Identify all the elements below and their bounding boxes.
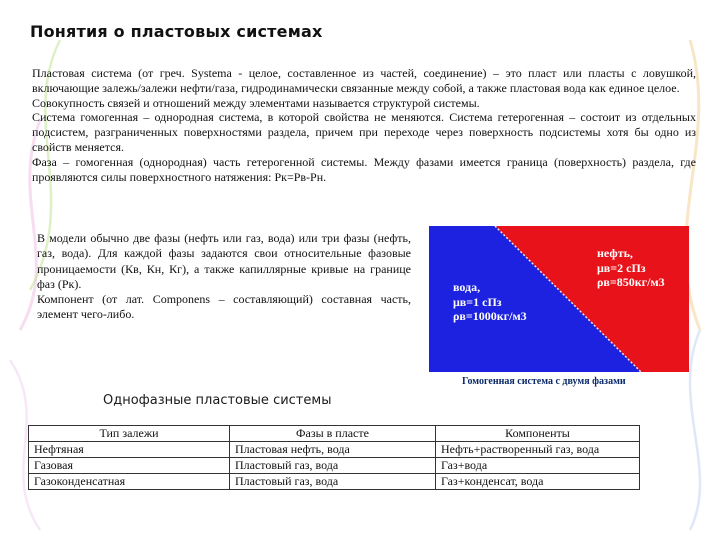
table-row: [29, 458, 640, 474]
page-title: Понятия о пластовых системах: [30, 22, 323, 41]
oil-density: ρв=850кг/м3: [597, 275, 665, 289]
single-phase-table: [28, 425, 640, 490]
cell-components: Газ+вода: [436, 458, 640, 474]
model-paragraph: В модели обычно две фазы (нефть или газ, вода) или три фазы (нефть, газ, вода). Для каждой фазы задаются свои относительные фазовые проницаемости (Кв, Кн, Кг), а также капиллярные кривые на границе фаз (Рк).: [37, 231, 411, 291]
oil-label: [597, 246, 665, 290]
diagram-caption: Гомогенная система с двумя фазами: [462, 376, 626, 387]
water-name: вода,: [453, 280, 481, 294]
oil-viscosity: μв=2 сПз: [597, 260, 646, 275]
table-row: [29, 474, 640, 490]
water-viscosity: μв=1 сПз: [453, 294, 502, 309]
intro-text: [32, 66, 696, 184]
intro-paragraph: Совокупность связей и отношений между элементами называется структурой системы.: [32, 95, 480, 110]
intro-paragraph: Фаза – гомогенная (однородная) часть гетерогенной системы. Между фазами имеется граница (поверхность) раздела, где проявляются силы поверхностного натяжения: Рк=Рв-Рн.: [32, 154, 696, 184]
header-phases: Фазы в пласте: [230, 426, 436, 442]
table-header-row: [29, 426, 640, 442]
intro-paragraph: Система гомогенная – однородная система, в которой свойства не меняются. Система гетерогенная – состоит из отдельных подсистем, разграниченных поверхностями раздела, причем при переходе через поверхность подсистемы хотя бы одно из свойств меняется.: [32, 110, 696, 154]
cell-phases: Пластовый газ, вода: [230, 458, 436, 474]
section-subtitle: Однофазные пластовые системы: [103, 393, 332, 408]
header-components: Компоненты: [436, 426, 640, 442]
table-row: [29, 442, 640, 458]
model-paragraph: Компонент (от лат. Componens – составляющий) составная часть, элемент чего-либо.: [37, 292, 411, 322]
intro-paragraph: Пластовая система (от греч. Systema - целое, составленное из частей, соединение) – это пласт или пласты с ловушкой, включающие залежь/залежи нефти/газа, гидродинамически связанные между собой, а также пластовая вода как единое целое.: [32, 66, 696, 95]
cell-phases: Пластовая нефть, вода: [230, 442, 436, 458]
cell-phases: Пластовый газ, вода: [230, 474, 436, 490]
two-phase-diagram: [429, 226, 689, 372]
cell-deposit-type: Газоконденсатная: [29, 474, 230, 490]
cell-components: Газ+конденсат, вода: [436, 474, 640, 490]
model-text: [37, 231, 411, 323]
header-deposit-type: Тип залежи: [29, 426, 230, 442]
cell-deposit-type: Газовая: [29, 458, 230, 474]
water-label: [453, 280, 527, 324]
water-density: ρв=1000кг/м3: [453, 309, 527, 323]
oil-name: нефть,: [597, 246, 633, 260]
cell-components: Нефть+растворенный газ, вода: [436, 442, 640, 458]
cell-deposit-type: Нефтяная: [29, 442, 230, 458]
